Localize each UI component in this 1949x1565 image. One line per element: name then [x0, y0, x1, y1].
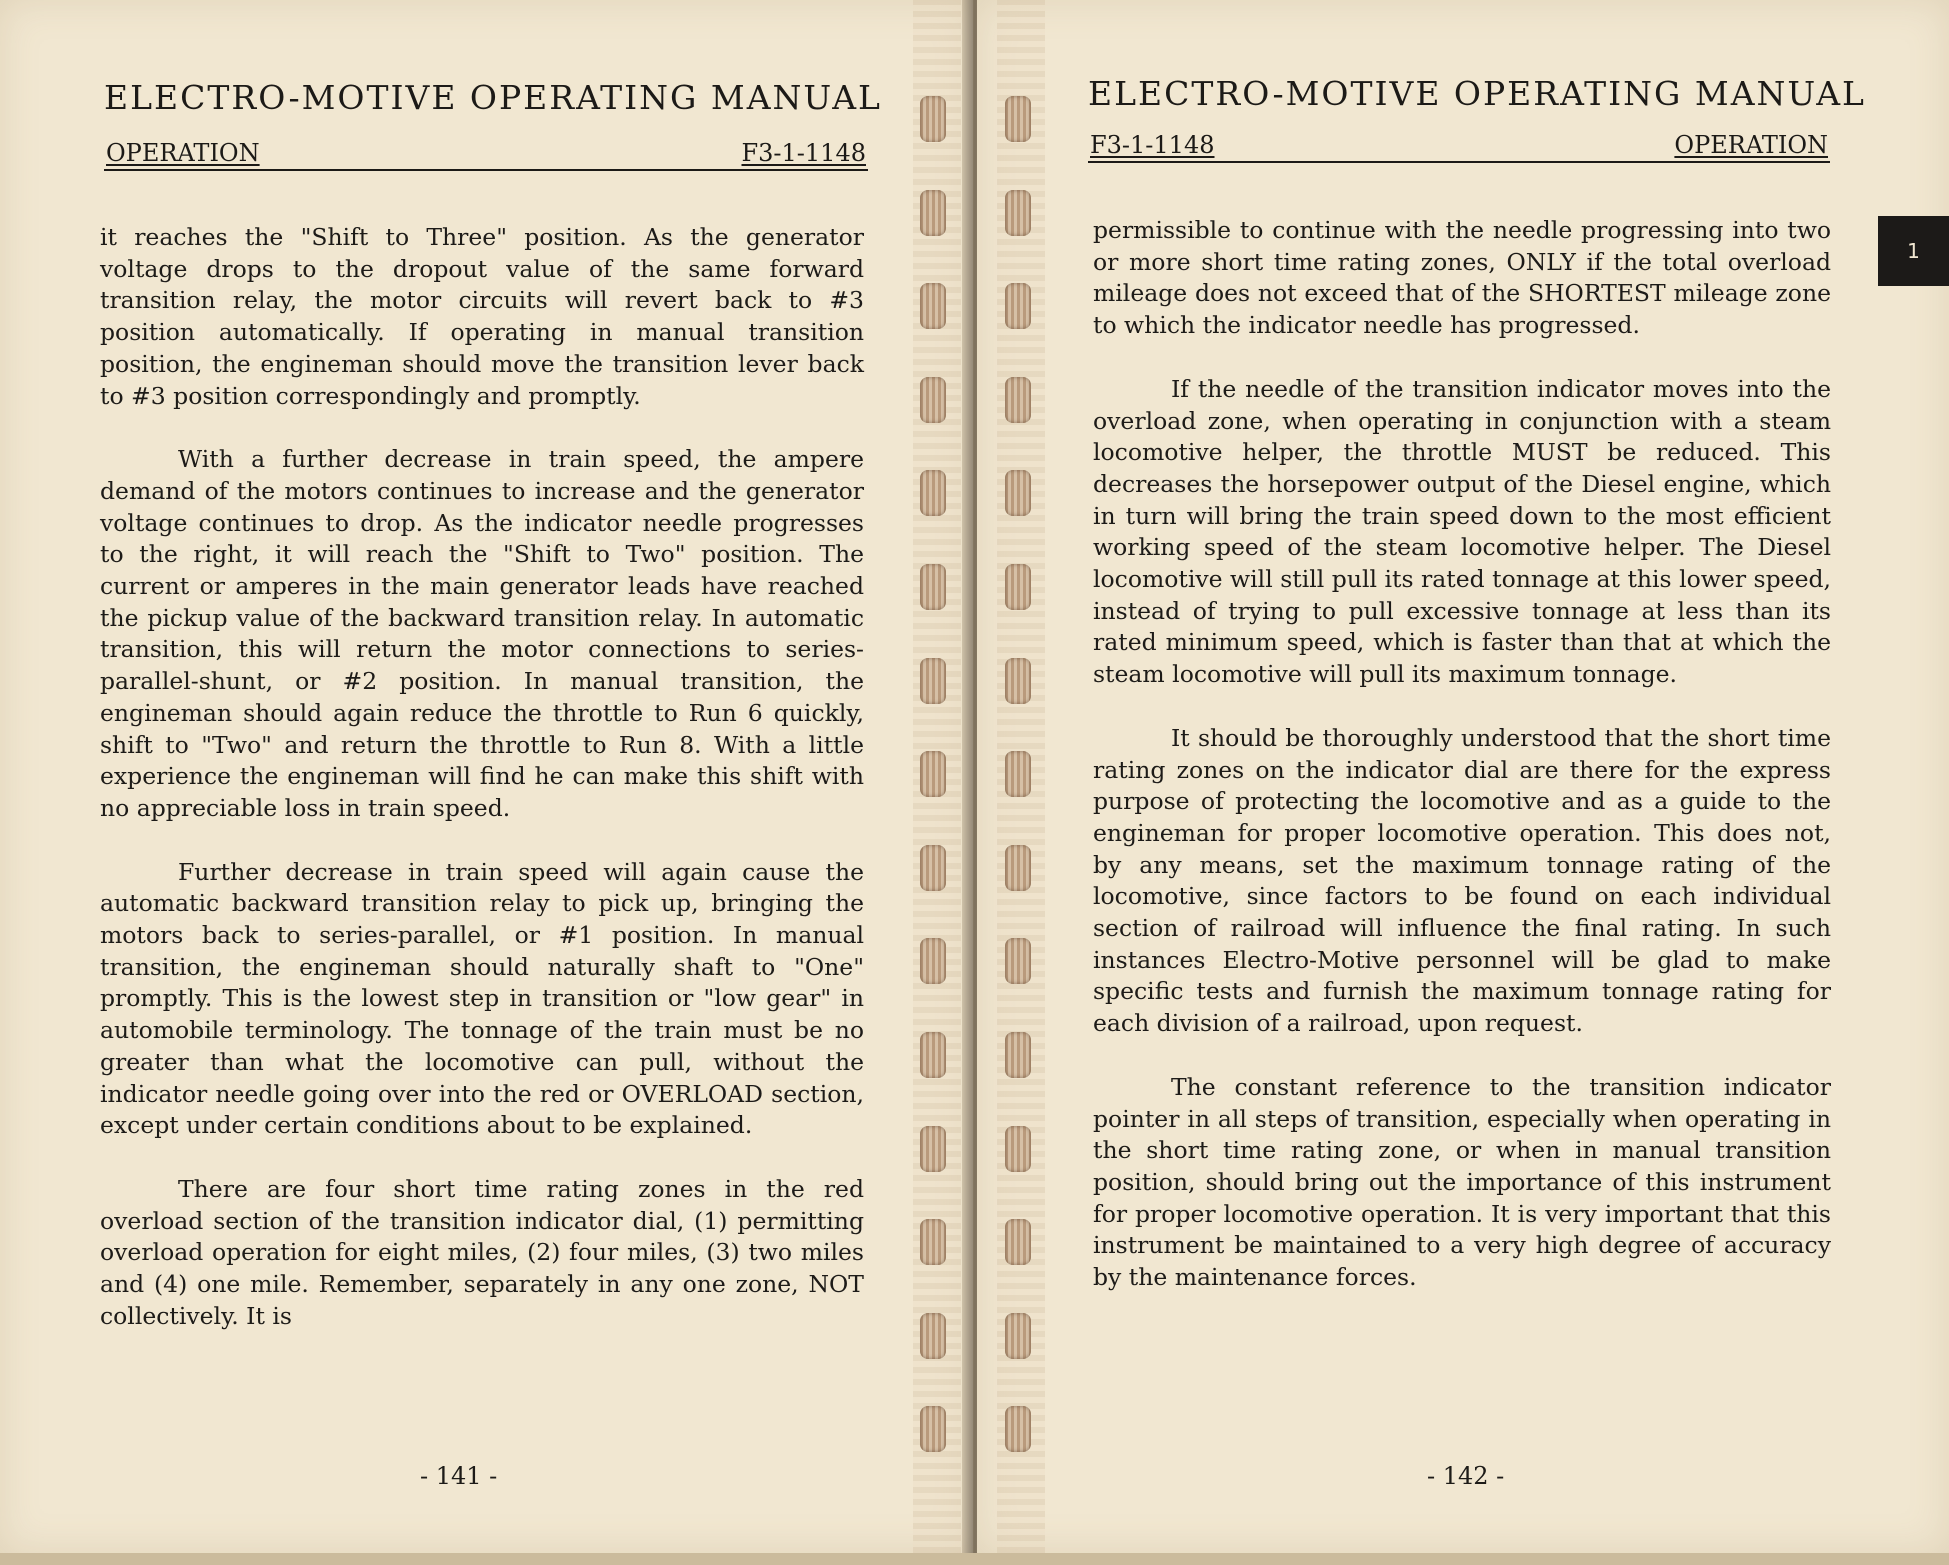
binding-hole — [920, 190, 946, 236]
right-paragraph: The constant reference to the transition indicator pointer in all steps of transition, especially when operating in the short time rating zone, or when in manual transition position, should bring out the importance of this instrument for proper locomotive operation. It is very important that this instrument be maintained to a very high degree of accuracy by the maintenance forces. — [1093, 1072, 1831, 1292]
binding-hole — [1005, 470, 1031, 516]
binding-hole — [920, 470, 946, 516]
binding-hole — [920, 845, 946, 891]
right-page-number: - 142 - — [1427, 1462, 1505, 1490]
left-body — [100, 222, 864, 1365]
binding-hole — [1005, 658, 1031, 704]
binding-hole — [1005, 1126, 1031, 1172]
binding-hole — [1005, 190, 1031, 236]
binding-hole — [1005, 1406, 1031, 1452]
binding-hole — [920, 96, 946, 142]
binding-hole — [1005, 845, 1031, 891]
left-page-number: - 141 - — [420, 1462, 498, 1490]
left-paragraph: With a further decrease in train speed, the ampere demand of the motors continues to increase and the generator voltage continues to drop. As the indicator needle progresses to the right, it will reach the "Shift to Two" position. The current or amperes in the main generator leads have reached the pickup value of the backward transition relay. In automatic transition, this will return the motor connections to series-parallel-shunt, or #2 position. In manual transition, the engineman should again reduce the throttle to Run 6 quickly, shift to "Two" and return the throttle to Run 8. With a little experience the engineman will find he can make this shift with no appreciable loss in train speed. — [100, 445, 864, 822]
binding-hole — [1005, 751, 1031, 797]
binding-hole — [1005, 283, 1031, 329]
left-page — [0, 0, 973, 1553]
left-header-rule — [104, 133, 868, 171]
left-doc-code: F3-1-1148 — [741, 139, 866, 167]
left-header-title: ELECTRO-MOTIVE OPERATING MANUAL — [104, 78, 882, 117]
binding-hole — [920, 1126, 946, 1172]
binding-hole — [920, 751, 946, 797]
left-section-label: OPERATION — [106, 139, 260, 167]
binding-hole — [920, 564, 946, 610]
right-paragraph: It should be thoroughly understood that the short time rating zones on the indicator dial are there for the express purpose of protecting the locomotive and as a guide to the engineman for proper locomotive operation. This does not, by any means, set the maximum tonnage rating of the locomotive, since factors to be found on each individual section of railroad will influence the final rating. In such instances Electro-Motive personnel will be glad to make specific tests and furnish the maximum tonnage rating for each division of a railroad, upon request. — [1093, 723, 1831, 1038]
binding-hole — [1005, 938, 1031, 984]
right-section-label: OPERATION — [1674, 131, 1828, 159]
binding-hole — [920, 1406, 946, 1452]
right-header-rule — [1088, 125, 1830, 163]
right-page — [977, 0, 1949, 1553]
left-paragraph: it reaches the "Shift to Three" position. As the generator voltage drops to the dropout value of the same forward transition relay, the motor circuits will revert back to #3 position automatically. If operating in manual transition position, the engineman should move the transition lever back to #3 position correspondingly and promptly. — [100, 223, 864, 410]
right-doc-code: F3-1-1148 — [1090, 131, 1215, 159]
binding-hole — [1005, 1219, 1031, 1265]
binding-hole — [920, 1032, 946, 1078]
right-paragraph: If the needle of the transition indicator moves into the overload zone, when operating in conjunction with a steam locomotive helper, the throttle MUST be reduced. This decreases the horsepower output of the Diesel engine, which in turn will bring the train speed down to the most efficient working speed of the steam locomotive helper. The Diesel locomotive will still pull its rated tonnage at this lower speed, instead of trying to pull excessive tonnage at less than its rated minimum speed, which is faster than that at which the steam locomotive will pull its maximum tonnage. — [1093, 374, 1831, 689]
binding-hole — [1005, 96, 1031, 142]
binding-hole — [920, 283, 946, 329]
binding-hole — [1005, 564, 1031, 610]
left-paragraph: Further decrease in train speed will again cause the automatic backward transition relay to pick up, bringing the motors back to series-parallel, or #1 position. In manual transition, the engineman should naturally shaft to "One" promptly. This is the lowest step in transition or "low gear" in automobile terminology. The tonnage of the train must be no greater than what the locomotive can pull, without the indicator needle going over into the red or OVERLOAD section, except under certain conditions about to be explained. — [100, 857, 864, 1140]
binding-hole — [1005, 1313, 1031, 1359]
left-paragraph: There are four short time rating zones in the red overload section of the transition indicator dial, (1) permitting overload operation for eight miles, (2) four miles, (3) two miles and (4) one mile. Remember, separately in any one zone, NOT collectively. It is — [100, 1174, 864, 1330]
chapter-tab: 1 — [1878, 216, 1949, 286]
binding-hole — [920, 377, 946, 423]
binding-hole — [1005, 1032, 1031, 1078]
binding-hole — [920, 1313, 946, 1359]
binding-hole — [920, 658, 946, 704]
binding-hole — [920, 1219, 946, 1265]
binding-hole — [920, 938, 946, 984]
right-paragraph: permissible to continue with the needle progressing into two or more short time rating zones, ONLY if the total overload mileage does not exceed that of the SHORTEST mileage zone to which the indicator needle has progressed. — [1093, 216, 1831, 340]
right-header-title: ELECTRO-MOTIVE OPERATING MANUAL — [1088, 74, 1866, 113]
binding-hole — [1005, 377, 1031, 423]
right-body — [1093, 215, 1831, 1326]
